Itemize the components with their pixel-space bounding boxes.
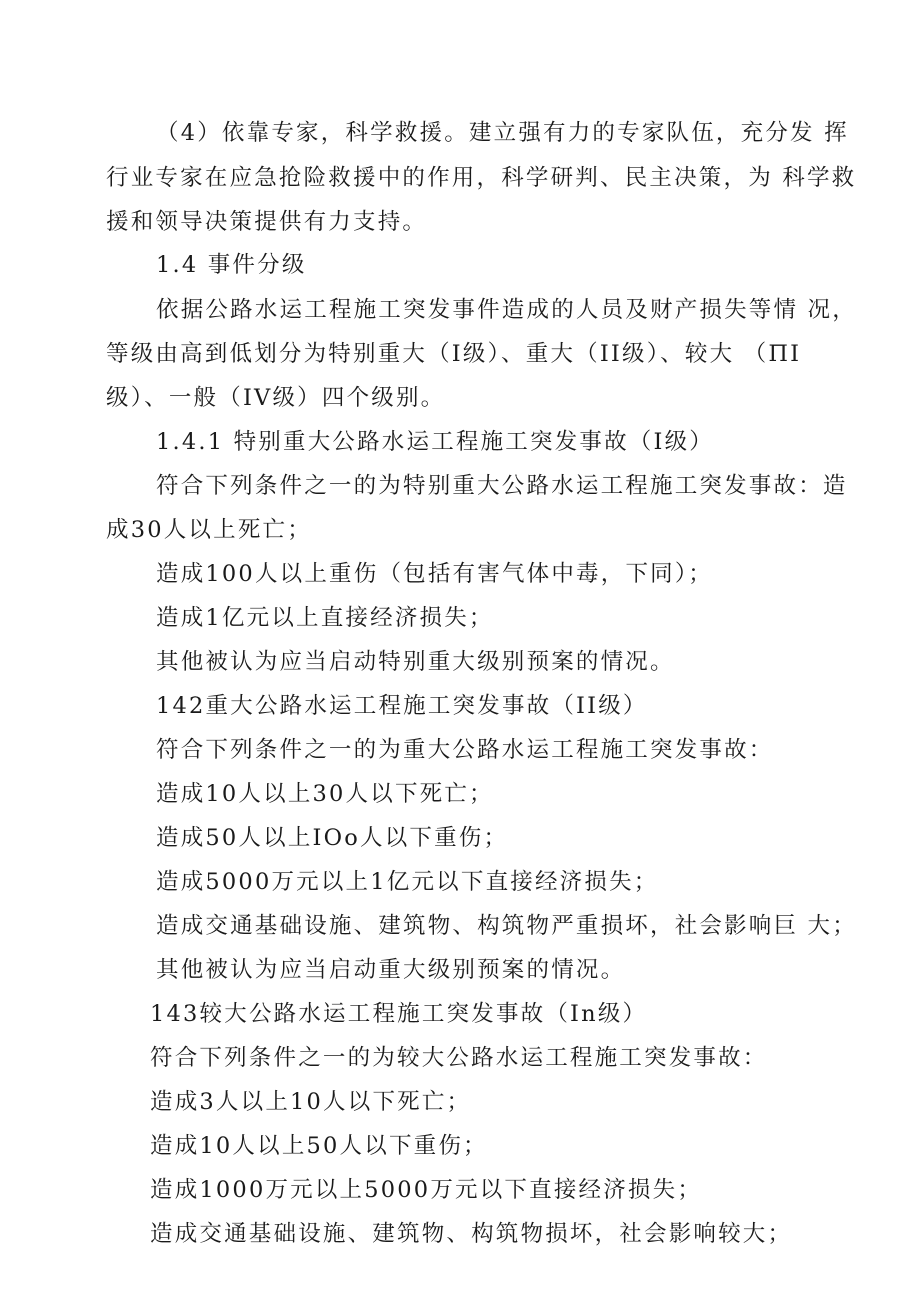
subsection-heading: 142重大公路水运工程施工突发事故（II级） <box>156 693 648 719</box>
list-item: 造成交通基础设施、建筑物、构筑物严重损坏，社会影响巨 大； <box>156 913 857 939</box>
list-item: 造成3人以上10人以下死亡； <box>150 1089 472 1115</box>
list-item: 造成10人以上50人以下重伤； <box>150 1133 488 1159</box>
paragraph-line: 成30人以上死亡； <box>106 517 312 543</box>
list-item: 造成10人以上30人以下死亡； <box>156 781 494 807</box>
subsection-heading: 1.4.1 特别重大公路水运工程施工突发事故（I级） <box>156 429 714 455</box>
list-item: 造成1000万元以上5000万元以下直接经济损失； <box>150 1177 703 1203</box>
paragraph-line: 援和领导决策提供有力支持。 <box>106 209 428 235</box>
list-item: 其他被认为应当启动特别重大级别预案的情况。 <box>156 649 675 675</box>
paragraph-line: 符合下列条件之一的为特别重大公路水运工程施工突发事故：造 <box>156 473 848 499</box>
paragraph-line: 等级由高到低划分为特别重大（I级）、重大（II级）、较大 （ΠI <box>106 341 802 367</box>
paragraph-line: 依据公路水运工程施工突发事件造成的人员及财产损失等情 况， <box>156 297 857 323</box>
subsection-heading: 143较大公路水运工程施工突发事故（In级） <box>150 1001 648 1027</box>
section-heading: 1.4 事件分级 <box>156 252 307 278</box>
list-item: 造成100人以上重伤（包括有害气体中毒，下同）； <box>156 561 713 587</box>
list-item: 造成50人以上IOo人以下重伤； <box>156 825 509 851</box>
paragraph-line: 符合下列条件之一的为较大公路水运工程施工突发事故： <box>150 1045 768 1071</box>
paragraph-line: 行业专家在应急抢险救援中的作用，科学研判、民主决策，为 科学救 <box>106 165 857 191</box>
paragraph-line: 级）、一般（IV级）四个级别。 <box>106 385 446 411</box>
paragraph-line: 符合下列条件之一的为重大公路水运工程施工突发事故： <box>156 737 774 763</box>
list-item: 造成5000万元以上1亿元以下直接经济损失； <box>156 869 659 895</box>
list-item: 其他被认为应当启动重大级别预案的情况。 <box>156 957 626 983</box>
paragraph-line: （4）依靠专家，科学救援。建立强有力的专家队伍，充分发 挥 <box>156 120 849 146</box>
list-item: 造成交通基础设施、建筑物、构筑物损坏，社会影响较大； <box>150 1221 793 1247</box>
list-item: 造成1亿元以上直接经济损失； <box>156 605 494 631</box>
